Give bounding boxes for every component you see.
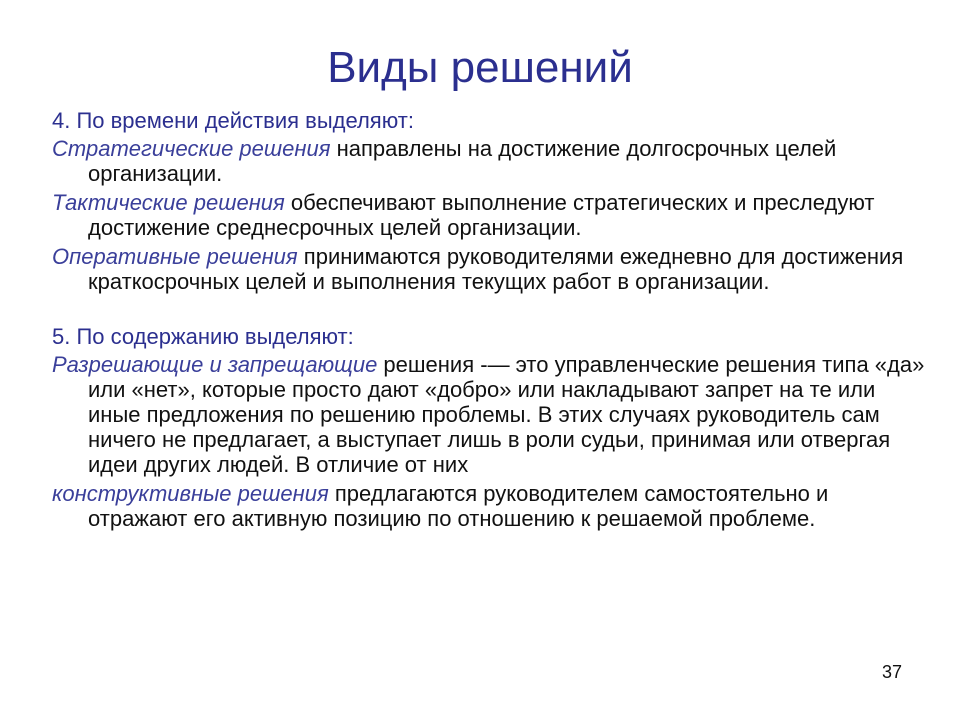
term-constructive: конструктивные решения [52,481,329,506]
operational-description: принимаются руководителями ежедневно для достижения краткосрочных целей и выполнения текущих работ в организации. [88,244,904,294]
constructive-decisions-item [52,481,932,531]
operational-decisions-item [52,244,932,294]
tactical-decisions-item [52,190,932,240]
strategic-decisions-item [52,136,932,186]
section-spacer [52,298,932,324]
slide-title: Виды решений [327,43,633,92]
term-permissive: Разрешающие и запрещающие [52,352,378,377]
constructive-description: предлагаются руководителем самостоятельно и отражают его активную позицию по отношению к решаемой проблеме. [88,481,829,531]
strategic-description: направлены на достижение долгосрочных целей организации. [88,136,837,186]
slide-body [52,108,932,535]
section-5-heading: 5. По содержанию выделяют: [52,324,354,349]
page-number: 37 [881,662,902,682]
term-strategic: Стратегические решения [52,136,331,161]
tactical-description: обеспечивают выполнение стратегических и преследуют достижение среднесрочных целей организации. [88,190,875,240]
term-operational: Оперативные решения [52,244,298,269]
term-tactical: Тактические решения [52,190,285,215]
section-4-heading: 4. По времени действия выделяют: [52,108,414,133]
permissive-decisions-item [52,352,932,477]
permissive-description: решения -— это управленческие решения типа «да» или «нет», которые просто дают «добро» или накладывают запрет на те или иные предложения по решению проблемы. В этих случаях руководитель сам ничего не предлагает, а выступает лишь в роли судьи, принимая или отвергая идеи других людей. В отличие от них [88,352,925,477]
